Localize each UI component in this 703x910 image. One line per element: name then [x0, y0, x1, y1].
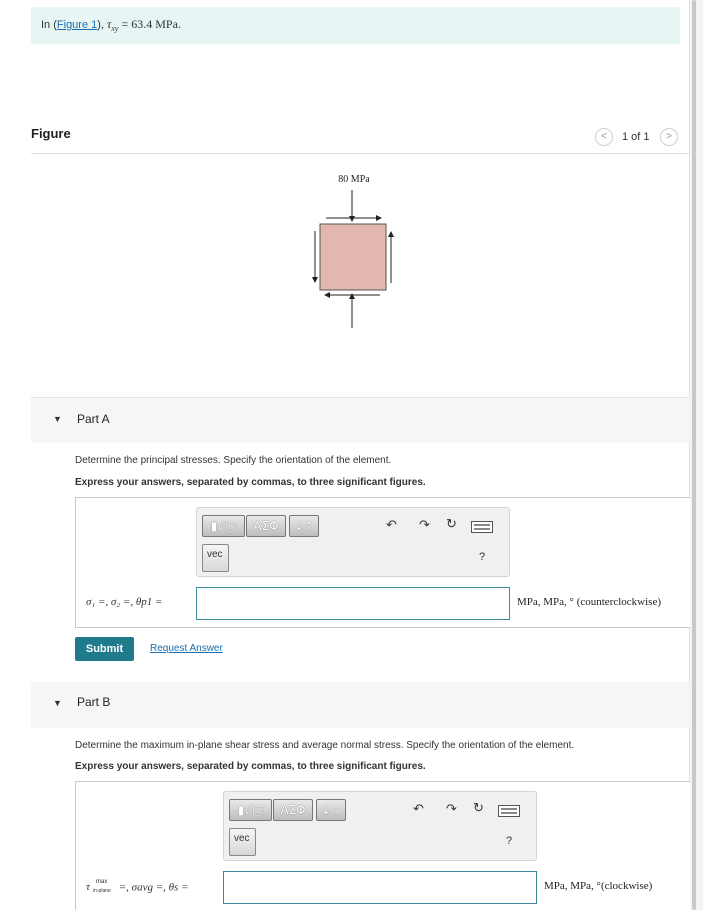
part-a-variables-label: σ₁ =, σ₂ =, θp1 = — [86, 596, 163, 608]
part-b-header[interactable] — [31, 682, 690, 728]
part-b-collapse-icon[interactable]: ▼ — [53, 698, 62, 708]
symbols-button[interactable]: ΑΣΦ — [273, 799, 313, 821]
part-a-collapse-icon[interactable]: ▼ — [53, 414, 62, 424]
arrows-button[interactable]: ↓↑ — [289, 515, 319, 537]
part-b-toolbar — [223, 791, 537, 861]
symbols-button[interactable]: ΑΣΦ — [246, 515, 286, 537]
part-a-header[interactable] — [31, 397, 690, 443]
keyboard-icon[interactable] — [498, 805, 520, 817]
pager-count: 1 of 1 — [622, 131, 650, 143]
pager-next-button[interactable]: > — [660, 128, 678, 146]
part-b-title: Part B — [77, 695, 111, 709]
part-b-instruction: Express your answers, separated by commas, to three significant figures. — [75, 761, 426, 772]
request-answer-link[interactable]: Request Answer — [150, 643, 223, 654]
vec-button[interactable]: vec — [229, 828, 256, 856]
part-b-answer-input[interactable] — [223, 871, 537, 904]
top-normal-arrowhead — [349, 216, 355, 222]
part-a-title: Part A — [77, 412, 110, 426]
undo-icon[interactable]: ↶ — [413, 801, 424, 816]
stress-element-figure — [300, 165, 410, 335]
keyboard-icon[interactable] — [471, 521, 493, 533]
scrollbar-thumb[interactable] — [692, 0, 696, 910]
figure-link[interactable]: Figure 1 — [56, 19, 98, 31]
part-b-prompt: Determine the maximum in-plane shear stress and average normal stress. Specify the orientation of the element. — [75, 740, 575, 751]
bottom-normal-arrowhead — [349, 293, 355, 299]
redo-icon[interactable]: ↷ — [419, 517, 430, 532]
part-b-variables-label: τ max in-plane =, σavg =, θs = — [86, 879, 189, 894]
vec-button[interactable]: vec — [202, 544, 229, 572]
help-icon[interactable]: ? — [506, 835, 513, 847]
undo-icon[interactable]: ↶ — [386, 517, 397, 532]
submit-button[interactable]: Submit — [75, 637, 134, 661]
figure-divider — [31, 153, 690, 154]
arrows-button[interactable]: ↓↑ — [316, 799, 346, 821]
figure-title: Figure — [31, 126, 71, 141]
part-b-units-label: MPa, MPa, °(clockwise) — [544, 880, 653, 892]
templates-button[interactable]: ▮√▢ — [229, 799, 272, 821]
reset-icon[interactable]: ↻ — [473, 800, 484, 815]
part-a-answer-input[interactable] — [196, 587, 510, 620]
tau-symbol: τ — [107, 17, 112, 31]
right-shear-arrowhead — [388, 231, 394, 237]
stress-element-square — [320, 224, 386, 290]
pager-prev-button[interactable]: < — [595, 128, 613, 146]
problem-banner — [31, 7, 680, 44]
scrollbar-edge — [689, 0, 690, 910]
templates-button[interactable]: ▮√▢ — [202, 515, 245, 537]
part-a-toolbar — [196, 507, 510, 577]
tau-value: = 63.4 MPa. — [118, 17, 181, 31]
banner-text: In (Figure 1), $\tau_{xy} = 63.4$ MPa. — [41, 17, 181, 34]
reset-icon[interactable]: ↻ — [446, 516, 457, 531]
tau-subscript: xy — [111, 24, 119, 34]
bottom-shear-arrowhead — [324, 292, 330, 298]
part-a-units-label: MPa, MPa, ° (counterclockwise) — [517, 596, 662, 608]
part-a-instruction: Express your answers, separated by commas, to three significant figures. — [75, 477, 426, 488]
top-shear-arrowhead — [376, 215, 382, 221]
stress-label: 80 MPa — [338, 174, 370, 185]
help-icon[interactable]: ? — [479, 551, 486, 563]
redo-icon[interactable]: ↷ — [446, 801, 457, 816]
part-a-prompt: Determine the principal stresses. Specify the orientation of the element. — [75, 455, 392, 466]
left-shear-arrowhead — [312, 277, 318, 283]
tau-max-inplane: τ max in-plane — [86, 879, 111, 894]
